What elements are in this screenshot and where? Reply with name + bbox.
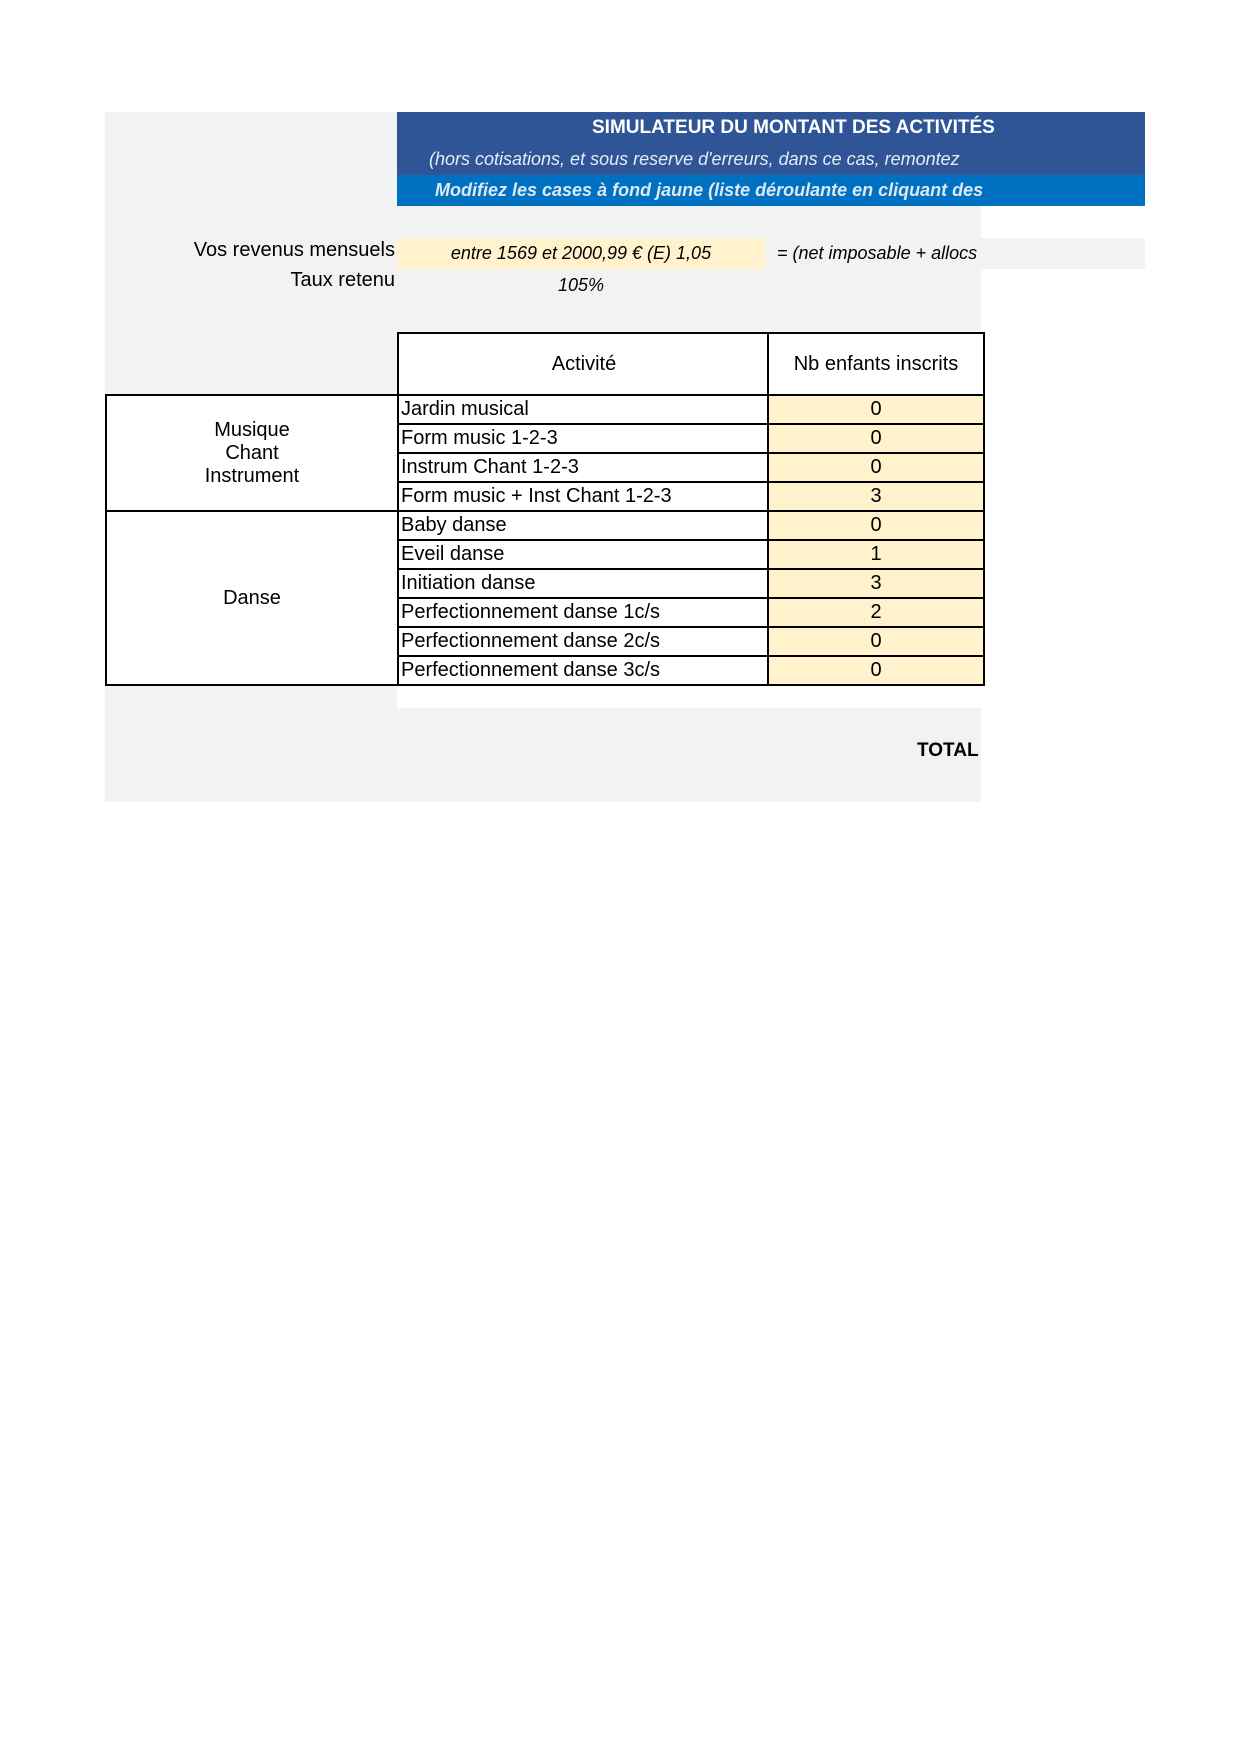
activity-name: Instrum Chant 1-2-3 xyxy=(398,453,768,482)
count-input[interactable]: 0 xyxy=(768,424,984,453)
title-banner xyxy=(397,112,1145,144)
subtitle-banner xyxy=(397,144,1145,175)
sheet-background-top xyxy=(397,206,981,332)
table-corner xyxy=(106,333,398,395)
activity-name: Initiation danse xyxy=(398,569,768,598)
count-input[interactable]: 0 xyxy=(768,511,984,540)
activity-name: Form music + Inst Chant 1-2-3 xyxy=(398,482,768,511)
column-header-count: Nb enfants inscrits xyxy=(768,333,984,395)
income-note: = (net imposable + allocs xyxy=(777,243,978,263)
page-subtitle: (hors cotisations, et sous reserve d'erreurs, dans ce cas, remontez xyxy=(429,149,960,169)
income-label: Vos revenus mensuels xyxy=(193,239,395,261)
activity-name: Eveil danse xyxy=(398,540,768,569)
column-header-activity: Activité xyxy=(398,333,768,395)
rate-label: Taux retenu xyxy=(290,269,395,291)
count-input[interactable]: 0 xyxy=(768,656,984,685)
spreadsheet-area xyxy=(105,112,1145,802)
activity-name: Form music 1-2-3 xyxy=(398,424,768,453)
table-row xyxy=(106,395,984,424)
category-line: Danse xyxy=(223,586,281,609)
activities-table xyxy=(105,332,985,686)
category-line: Musique xyxy=(214,418,290,441)
rate-value: 105% xyxy=(557,275,605,295)
income-note-clip xyxy=(981,238,1145,269)
instruction-text: Modifiez les cases à fond jaune (liste déroulante en cliquant des xyxy=(435,180,984,200)
category-music xyxy=(106,395,398,511)
instruction-banner xyxy=(397,175,1145,206)
sheet-background-bottom xyxy=(105,708,981,802)
count-input[interactable]: 3 xyxy=(768,482,984,511)
count-input[interactable]: 1 xyxy=(768,540,984,569)
activity-name: Perfectionnement danse 2c/s xyxy=(398,627,768,656)
table-row xyxy=(106,511,984,540)
count-input[interactable]: 0 xyxy=(768,453,984,482)
count-input[interactable]: 0 xyxy=(768,627,984,656)
count-input[interactable]: 0 xyxy=(768,395,984,424)
activity-name: Jardin musical xyxy=(398,395,768,424)
total-label: TOTAL xyxy=(917,740,979,761)
activity-name: Perfectionnement danse 3c/s xyxy=(398,656,768,685)
count-input[interactable]: 2 xyxy=(768,598,984,627)
activity-name: Perfectionnement danse 1c/s xyxy=(398,598,768,627)
category-line: Chant xyxy=(225,441,279,464)
activity-name: Baby danse xyxy=(398,511,768,540)
count-input[interactable]: 3 xyxy=(768,569,984,598)
category-line: Instrument xyxy=(204,464,300,487)
page-title: SIMULATEUR DU MONTANT DES ACTIVITÉS xyxy=(592,117,995,138)
category-dance xyxy=(106,511,398,685)
income-dropdown[interactable]: entre 1569 et 2000,99 € (E) 1,05 xyxy=(397,238,765,269)
